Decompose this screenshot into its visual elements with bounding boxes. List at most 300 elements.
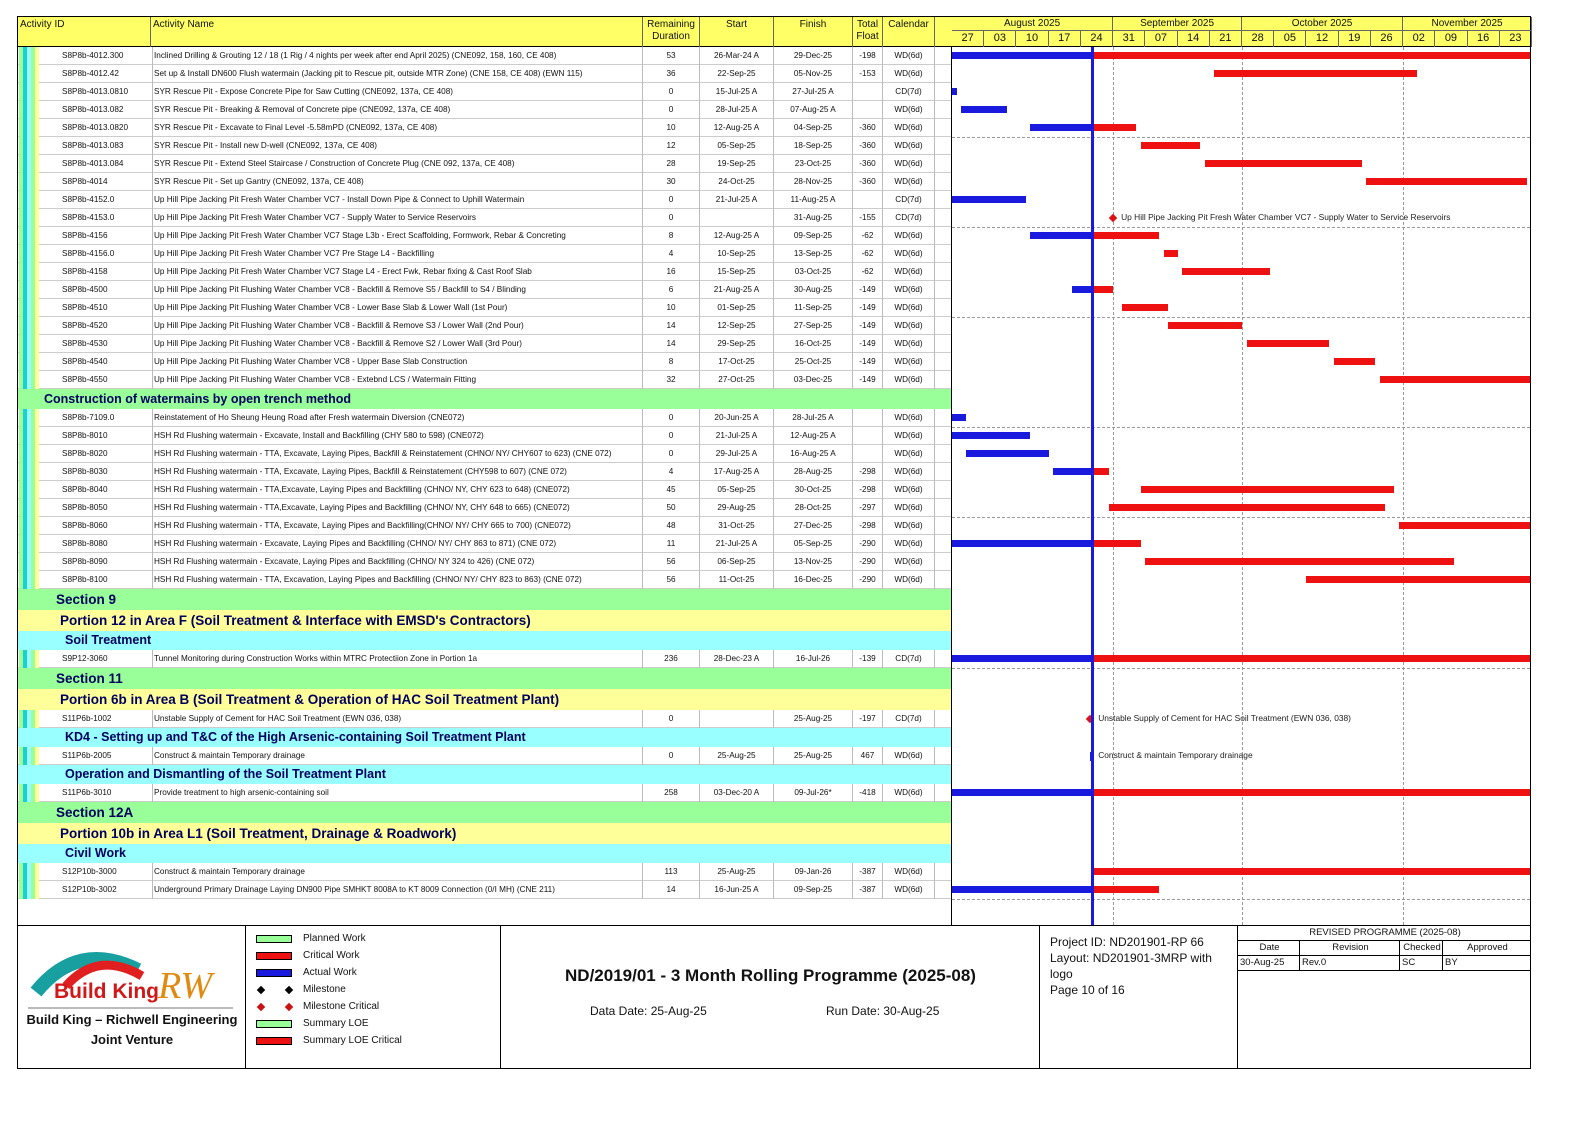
total-float: -62: [853, 245, 883, 263]
activity-id: S8P8b-4013.0810: [45, 83, 153, 101]
outline-band: [35, 445, 39, 463]
remaining-duration: 0: [643, 191, 700, 209]
milestone-critical-icon[interactable]: [1109, 214, 1117, 222]
group-header[interactable]: Portion 6b in Area B (Soil Treatment & Operation of HAC Soil Treatment Plant): [18, 689, 952, 710]
finish-date: 23-Oct-25: [774, 155, 853, 173]
activity-id: S8P8b-4012.300: [45, 47, 153, 65]
total-float: -387: [853, 881, 883, 899]
total-float: -418: [853, 784, 883, 802]
finish-date: 09-Sep-25: [774, 227, 853, 245]
company-name-2: Joint Venture: [90, 1032, 174, 1047]
finish-date: 30-Oct-25: [774, 481, 853, 499]
activity-name: Up Hill Pipe Jacking Pit Fresh Water Chamber VC7 - Install Down Pipe & Connect to Uphill Watermain: [153, 191, 643, 209]
calendar: CD(7d): [883, 191, 935, 209]
row-gridline: [952, 899, 1530, 900]
activity-row[interactable]: [18, 784, 952, 802]
critical-bar[interactable]: [1092, 52, 1531, 59]
group-header[interactable]: Soil Treatment: [18, 631, 952, 650]
month-label: October 2025: [1242, 17, 1403, 31]
total-float: -360: [853, 155, 883, 173]
remaining-duration: 16: [643, 263, 700, 281]
activity-row[interactable]: [18, 119, 952, 137]
critical-bar[interactable]: [1141, 142, 1201, 149]
group-header[interactable]: Operation and Dismantling of the Soil Treatment Plant: [18, 765, 952, 784]
activity-row[interactable]: [18, 427, 952, 445]
activity-name: Unstable Supply of Cement for HAC Soil Treatment (EWN 036, 038): [153, 710, 643, 728]
week-label: 31: [1113, 31, 1145, 47]
calendar: WD(6d): [883, 101, 935, 119]
activity-row[interactable]: [18, 245, 952, 263]
start-date: 12-Aug-25 A: [700, 227, 774, 245]
outline-band: [35, 535, 39, 553]
activity-name: HSH Rd Flushing watermain - TTA,Excavate, Laying Pipes and Backfilling (CHNO/ NY, CHY 648 to 665) (CNE072): [153, 499, 643, 517]
start-date: 26-Mar-24 A: [700, 47, 774, 65]
outline-band: [35, 137, 39, 155]
critical-bar[interactable]: [1092, 886, 1160, 893]
activity-id: S8P8b-8090: [45, 553, 153, 571]
actual-bar[interactable]: [1030, 232, 1091, 239]
col-activity-id[interactable]: Activity ID: [18, 17, 151, 47]
calendar: WD(6d): [883, 299, 935, 317]
activity-row[interactable]: [18, 535, 952, 553]
activity-row[interactable]: [18, 191, 952, 209]
start-date: 29-Jul-25 A: [700, 445, 774, 463]
activity-name: Up Hill Pipe Jacking Pit Fresh Water Chamber VC7 - Supply Water to Service Reservoirs: [153, 209, 643, 227]
outline-band: [35, 281, 39, 299]
activity-name: HSH Rd Flushing watermain - TTA, Excavate, Laying Pipes, Backfill & Reinstatement (CHNO/ NY/ CHY607 to 623) (CNE 072): [153, 445, 643, 463]
col-total-float[interactable]: Total Float: [853, 17, 883, 47]
title-block: [17, 925, 1531, 1069]
total-float: -149: [853, 317, 883, 335]
finish-date: 11-Aug-25 A: [774, 191, 853, 209]
activity-name: SYR Rescue Pit - Extend Steel Staircase / Construction of Concrete Plug (CNE 092, 137a, CE 408): [153, 155, 643, 173]
finish-date: 31-Aug-25: [774, 209, 853, 227]
actual-bar[interactable]: [1030, 124, 1091, 131]
row-gridline: [952, 227, 1530, 228]
timescale-header: [952, 17, 1532, 47]
critical-bar[interactable]: [1092, 468, 1109, 475]
revision-block: [1238, 926, 1530, 1068]
total-float: -62: [853, 227, 883, 245]
week-label: 21: [1210, 31, 1242, 47]
total-float: -290: [853, 553, 883, 571]
calendar: WD(6d): [883, 571, 935, 589]
activity-row[interactable]: [18, 710, 952, 728]
finish-date: 18-Sep-25: [774, 137, 853, 155]
calendar: CD(7d): [883, 650, 935, 668]
activity-row[interactable]: [18, 553, 952, 571]
total-float: -297: [853, 499, 883, 517]
legend-swatch: [256, 1020, 292, 1028]
activity-row[interactable]: [18, 299, 952, 317]
activity-id: S8P8b-4013.0820: [45, 119, 153, 137]
activity-name: HSH Rd Flushing watermain - TTA, Excavate, Laying Pipes, Backfill & Reinstatement (CHY598 to 607) (CNE 072): [153, 463, 643, 481]
finish-date: 27-Dec-25: [774, 517, 853, 535]
week-label: 09: [1435, 31, 1467, 47]
critical-bar[interactable]: [1109, 504, 1385, 511]
col-finish[interactable]: Finish: [774, 17, 853, 47]
start-date: 03-Dec-20 A: [700, 784, 774, 802]
critical-bar[interactable]: [1380, 376, 1531, 383]
outline-band: [35, 881, 39, 899]
remaining-duration: 113: [643, 863, 700, 881]
start-date: 27-Oct-25: [700, 371, 774, 389]
critical-bar[interactable]: [1092, 232, 1160, 239]
actual-bar[interactable]: [961, 106, 1007, 113]
actual-bar[interactable]: [952, 88, 957, 95]
activity-id: S8P8b-4013.083: [45, 137, 153, 155]
legend-swatch: [256, 952, 292, 960]
total-float: -62: [853, 263, 883, 281]
calendar: WD(6d): [883, 281, 935, 299]
week-label: 07: [1145, 31, 1177, 47]
outline-band: [35, 427, 39, 445]
start-date: 28-Jul-25 A: [700, 101, 774, 119]
total-float: -290: [853, 535, 883, 553]
total-float: -360: [853, 137, 883, 155]
activity-id: S12P10b-3002: [45, 881, 153, 899]
critical-bar[interactable]: [1092, 286, 1114, 293]
activity-row[interactable]: [18, 353, 952, 371]
activity-row[interactable]: [18, 463, 952, 481]
actual-bar[interactable]: [952, 432, 1030, 439]
activity-row[interactable]: [18, 517, 952, 535]
start-date: 31-Oct-25: [700, 517, 774, 535]
activity-row[interactable]: [18, 650, 952, 668]
week-label: 03: [984, 31, 1016, 47]
col-calendar[interactable]: Calendar: [883, 17, 935, 47]
activity-row[interactable]: [18, 371, 952, 389]
group-header[interactable]: Construction of watermains by open trench method: [18, 389, 952, 409]
critical-bar[interactable]: [1145, 558, 1453, 565]
finish-date: 12-Aug-25 A: [774, 427, 853, 445]
remaining-duration: 30: [643, 173, 700, 191]
critical-bar[interactable]: [1205, 160, 1361, 167]
remaining-duration: 8: [643, 353, 700, 371]
actual-bar[interactable]: [952, 52, 1092, 59]
critical-bar[interactable]: [1092, 540, 1141, 547]
activity-row[interactable]: [18, 445, 952, 463]
critical-bar[interactable]: [1334, 358, 1375, 365]
outline-band: [35, 710, 39, 728]
finish-date: 05-Nov-25: [774, 65, 853, 83]
activity-row[interactable]: [18, 863, 952, 881]
total-float: -298: [853, 517, 883, 535]
group-header[interactable]: KD4 - Setting up and T&C of the High Arsenic-containing Soil Treatment Plant: [18, 728, 952, 747]
critical-bar[interactable]: [1122, 304, 1168, 311]
total-float: -387: [853, 863, 883, 881]
finish-date: 09-Jan-26: [774, 863, 853, 881]
milestone-icon: [285, 986, 293, 994]
row-gridline: [952, 427, 1530, 428]
critical-bar[interactable]: [1092, 124, 1136, 131]
actual-bar[interactable]: [1072, 286, 1092, 293]
outline-band: [35, 317, 39, 335]
total-float: [853, 101, 883, 119]
legend-label: Summary LOE Critical: [303, 1035, 402, 1046]
actual-bar[interactable]: [952, 540, 1092, 547]
col-start[interactable]: Start: [700, 17, 774, 47]
outline-band: [35, 101, 39, 119]
activity-id: S8P8b-4013.082: [45, 101, 153, 119]
calendar: WD(6d): [883, 553, 935, 571]
activity-name: Construct & maintain Temporary drainage: [153, 747, 643, 765]
remaining-duration: 14: [643, 335, 700, 353]
week-label: 05: [1274, 31, 1306, 47]
start-date: 24-Oct-25: [700, 173, 774, 191]
activity-id: S8P8b-4014: [45, 173, 153, 191]
activity-id: S11P6b-3010: [45, 784, 153, 802]
start-date: 17-Oct-25: [700, 353, 774, 371]
calendar: WD(6d): [883, 881, 935, 899]
activity-row[interactable]: [18, 101, 952, 119]
actual-bar[interactable]: [1053, 468, 1091, 475]
critical-bar[interactable]: [1141, 486, 1394, 493]
activity-name: Up Hill Pipe Jacking Pit Fresh Water Chamber VC7 Stage L4 - Erect Fwk, Rebar fixing & Cast Roof Slab: [153, 263, 643, 281]
remaining-duration: 28: [643, 155, 700, 173]
remaining-duration: 4: [643, 463, 700, 481]
activity-id: S8P8b-4153.0: [45, 209, 153, 227]
actual-bar[interactable]: [966, 450, 1049, 457]
activity-row[interactable]: [18, 173, 952, 191]
activity-name: SYR Rescue Pit - Expose Concrete Pipe for Saw Cutting (CNE092, 137a, CE 408): [153, 83, 643, 101]
legend: [246, 926, 501, 1068]
calendar: WD(6d): [883, 137, 935, 155]
remaining-duration: 0: [643, 747, 700, 765]
actual-bar[interactable]: [952, 196, 1026, 203]
milestone-icon: [257, 986, 265, 994]
remaining-duration: 0: [643, 445, 700, 463]
finish-date: 25-Aug-25: [774, 710, 853, 728]
critical-bar[interactable]: [1182, 268, 1270, 275]
activity-row[interactable]: [18, 83, 952, 101]
calendar: WD(6d): [883, 747, 935, 765]
activity-id: S8P8b-8040: [45, 481, 153, 499]
activity-id: S8P8b-4156.0: [45, 245, 153, 263]
activity-row[interactable]: [18, 155, 952, 173]
outline-band: [35, 155, 39, 173]
outline-band: [35, 299, 39, 317]
total-float: -149: [853, 299, 883, 317]
activity-id: S8P8b-4012.42: [45, 65, 153, 83]
actual-bar[interactable]: [952, 414, 966, 421]
activity-table: [17, 47, 951, 925]
month-label: November 2025: [1403, 17, 1532, 31]
rev-checked: SC: [1400, 956, 1443, 971]
activity-id: S8P8b-4510: [45, 299, 153, 317]
activity-name: HSH Rd Flushing watermain - TTA, Excavation, Laying Pipes and Backfilling (CHNO/ NY/ CHY 823 to 863) (CNE 072): [153, 571, 643, 589]
data-date-line: [1091, 47, 1094, 925]
run-date: Run Date: 30-Aug-25: [826, 1004, 940, 1018]
finish-date: 09-Sep-25: [774, 881, 853, 899]
activity-row[interactable]: [18, 263, 952, 281]
legend-label: Summary LOE: [303, 1018, 369, 1029]
outline-band: [35, 47, 39, 65]
legend-swatch: [256, 1037, 292, 1045]
activity-id: S12P10b-3000: [45, 863, 153, 881]
actual-bar[interactable]: [952, 655, 1092, 662]
critical-bar[interactable]: [1399, 522, 1531, 529]
start-date: 21-Jul-25 A: [700, 191, 774, 209]
finish-date: 11-Sep-25: [774, 299, 853, 317]
activity-id: S8P8b-4152.0: [45, 191, 153, 209]
total-float: -360: [853, 119, 883, 137]
calendar: CD(7d): [883, 83, 935, 101]
week-label: 28: [1242, 31, 1274, 47]
remaining-duration: 10: [643, 119, 700, 137]
calendar: WD(6d): [883, 784, 935, 802]
activity-name: HSH Rd Flushing watermain - TTA,Excavate, Laying Pipes and Backfilling (CHNO/ NY, CHY 623 to 648) (CNE072): [153, 481, 643, 499]
outline-band: [35, 191, 39, 209]
activity-row[interactable]: [18, 409, 952, 427]
remaining-duration: 0: [643, 209, 700, 227]
finish-date: 16-Dec-25: [774, 571, 853, 589]
activity-id: S8P8b-4156: [45, 227, 153, 245]
activity-name: SYR Rescue Pit - Set up Gantry (CNE092, 137a, CE 408): [153, 173, 643, 191]
activity-row[interactable]: [18, 47, 952, 65]
calendar: WD(6d): [883, 263, 935, 281]
start-date: [700, 209, 774, 227]
group-header[interactable]: Civil Work: [18, 844, 952, 863]
activity-name: Up Hill Pipe Jacking Pit Fresh Water Chamber VC7 Stage L3b - Erect Scaffolding, Formwork, Rebar & Concreting: [153, 227, 643, 245]
calendar: WD(6d): [883, 371, 935, 389]
col-remaining-duration[interactable]: Remaining Duration: [643, 17, 700, 47]
activity-id: S8P8b-8030: [45, 463, 153, 481]
activity-row[interactable]: [18, 317, 952, 335]
finish-date: 30-Aug-25: [774, 281, 853, 299]
outline-band: [35, 553, 39, 571]
activity-name: HSH Rd Flushing watermain - TTA, Excavate, Laying Pipes and Backfilling(CHNO/ NY/ CHY 665 to 700) (CNE072): [153, 517, 643, 535]
total-float: -298: [853, 463, 883, 481]
total-float: [853, 409, 883, 427]
activity-row[interactable]: [18, 137, 952, 155]
finish-date: 28-Jul-25 A: [774, 409, 853, 427]
critical-bar[interactable]: [1092, 789, 1531, 796]
week-label: 27: [952, 31, 984, 47]
outline-band: [35, 463, 39, 481]
critical-bar[interactable]: [1366, 178, 1527, 185]
critical-bar[interactable]: [1214, 70, 1417, 77]
total-float: 467: [853, 747, 883, 765]
finish-date: 25-Aug-25: [774, 747, 853, 765]
activity-id: S8P8b-8100: [45, 571, 153, 589]
total-float: [853, 83, 883, 101]
calendar: WD(6d): [883, 517, 935, 535]
row-gridline: [952, 137, 1530, 138]
remaining-duration: 0: [643, 83, 700, 101]
bar-label: Up Hill Pipe Jacking Pit Fresh Water Chamber VC7 - Supply Water to Service Reservoirs: [1121, 212, 1451, 222]
activity-row[interactable]: [18, 281, 952, 299]
outline-band: [35, 119, 39, 137]
critical-bar[interactable]: [1168, 322, 1242, 329]
activity-row[interactable]: [18, 227, 952, 245]
activity-id: S8P8b-8080: [45, 535, 153, 553]
logo-mark: RW: [158, 965, 213, 1007]
activity-name: Construct & maintain Temporary drainage: [153, 863, 643, 881]
rev-col-revision: Revision: [1300, 941, 1400, 956]
legend-label: Planned Work: [303, 933, 366, 944]
finish-date: 05-Sep-25: [774, 535, 853, 553]
critical-bar[interactable]: [1092, 868, 1531, 875]
activity-id: S8P8b-8060: [45, 517, 153, 535]
activity-row[interactable]: [18, 747, 952, 765]
group-header[interactable]: Portion 12 in Area F (Soil Treatment & Interface with EMSD's Contractors): [18, 610, 952, 631]
actual-bar[interactable]: [952, 886, 1092, 893]
start-date: 16-Jun-25 A: [700, 881, 774, 899]
row-gridline: [952, 317, 1530, 318]
activity-name: Inclined Drilling & Grouting 12 / 18 (1 Rig / 4 nights per week after end April 2025) (CNE092, 158, 160, CE 408): [153, 47, 643, 65]
activity-name: Up Hill Pipe Jacking Pit Flushing Water Chamber VC8 - Backfill & Remove S3 / Lower Wall (2nd Pour): [153, 317, 643, 335]
remaining-duration: 4: [643, 245, 700, 263]
week-label: 17: [1049, 31, 1081, 47]
project-info: [1040, 926, 1238, 1068]
critical-bar[interactable]: [1164, 250, 1178, 257]
group-header[interactable]: Section 9: [18, 589, 952, 610]
finish-date: 27-Jul-25 A: [774, 83, 853, 101]
remaining-duration: 0: [643, 710, 700, 728]
milestone-icon: [257, 1003, 265, 1011]
project-id: Project ID: ND201901-RP 66: [1050, 935, 1204, 949]
group-header[interactable]: Portion 10b in Area L1 (Soil Treatment, Drainage & Roadwork): [18, 823, 952, 844]
critical-bar[interactable]: [1092, 655, 1531, 662]
calendar: CD(7d): [883, 710, 935, 728]
critical-bar[interactable]: [1306, 576, 1531, 583]
start-date: 10-Sep-25: [700, 245, 774, 263]
total-float: -360: [853, 173, 883, 191]
page-number: Page 10 of 16: [1050, 983, 1125, 997]
start-date: 29-Aug-25: [700, 499, 774, 517]
logo-text: Build King: [54, 980, 159, 1003]
activity-name: Up Hill Pipe Jacking Pit Flushing Water Chamber VC8 - Backfill & Remove S5 / Backfill to S4 / Blinding: [153, 281, 643, 299]
activity-name: Set up & Install DN600 Flush watermain (Jacking pit to Rescue pit, outside MTR Zone) (CNE 158, CE 408) (EWN 115): [153, 65, 643, 83]
remaining-duration: 50: [643, 499, 700, 517]
total-float: -139: [853, 650, 883, 668]
activity-row[interactable]: [18, 571, 952, 589]
activity-row[interactable]: [18, 481, 952, 499]
activity-row[interactable]: [18, 209, 952, 227]
calendar: WD(6d): [883, 155, 935, 173]
total-float: -290: [853, 571, 883, 589]
activity-row[interactable]: [18, 65, 952, 83]
start-date: 05-Sep-25: [700, 481, 774, 499]
outline-band: [35, 650, 39, 668]
finish-date: 16-Aug-25 A: [774, 445, 853, 463]
col-activity-name[interactable]: Activity Name: [151, 17, 643, 47]
start-date: 20-Jun-25 A: [700, 409, 774, 427]
outline-band: [35, 481, 39, 499]
activity-name: Reinstatement of Ho Sheung Heung Road after Fresh watermain Diversion (CNE072): [153, 409, 643, 427]
start-date: 29-Sep-25: [700, 335, 774, 353]
activity-row[interactable]: [18, 335, 952, 353]
data-date: Data Date: 25-Aug-25: [590, 1004, 707, 1018]
week-label: 10: [1016, 31, 1048, 47]
critical-bar[interactable]: [1247, 340, 1330, 347]
week-label: 24: [1081, 31, 1113, 47]
activity-row[interactable]: [18, 499, 952, 517]
remaining-duration: 56: [643, 553, 700, 571]
start-date: 28-Dec-23 A: [700, 650, 774, 668]
start-date: 15-Sep-25: [700, 263, 774, 281]
group-header[interactable]: Section 11: [18, 668, 952, 689]
finish-date: 13-Nov-25: [774, 553, 853, 571]
actual-bar[interactable]: [952, 789, 1092, 796]
row-gridline: [952, 668, 1530, 669]
activity-name: SYR Rescue Pit - Install new D-well (CNE092, 137a, CE 408): [153, 137, 643, 155]
remaining-duration: 14: [643, 881, 700, 899]
remaining-duration: 10: [643, 299, 700, 317]
activity-row[interactable]: [18, 881, 952, 899]
group-header[interactable]: Section 12A: [18, 802, 952, 823]
